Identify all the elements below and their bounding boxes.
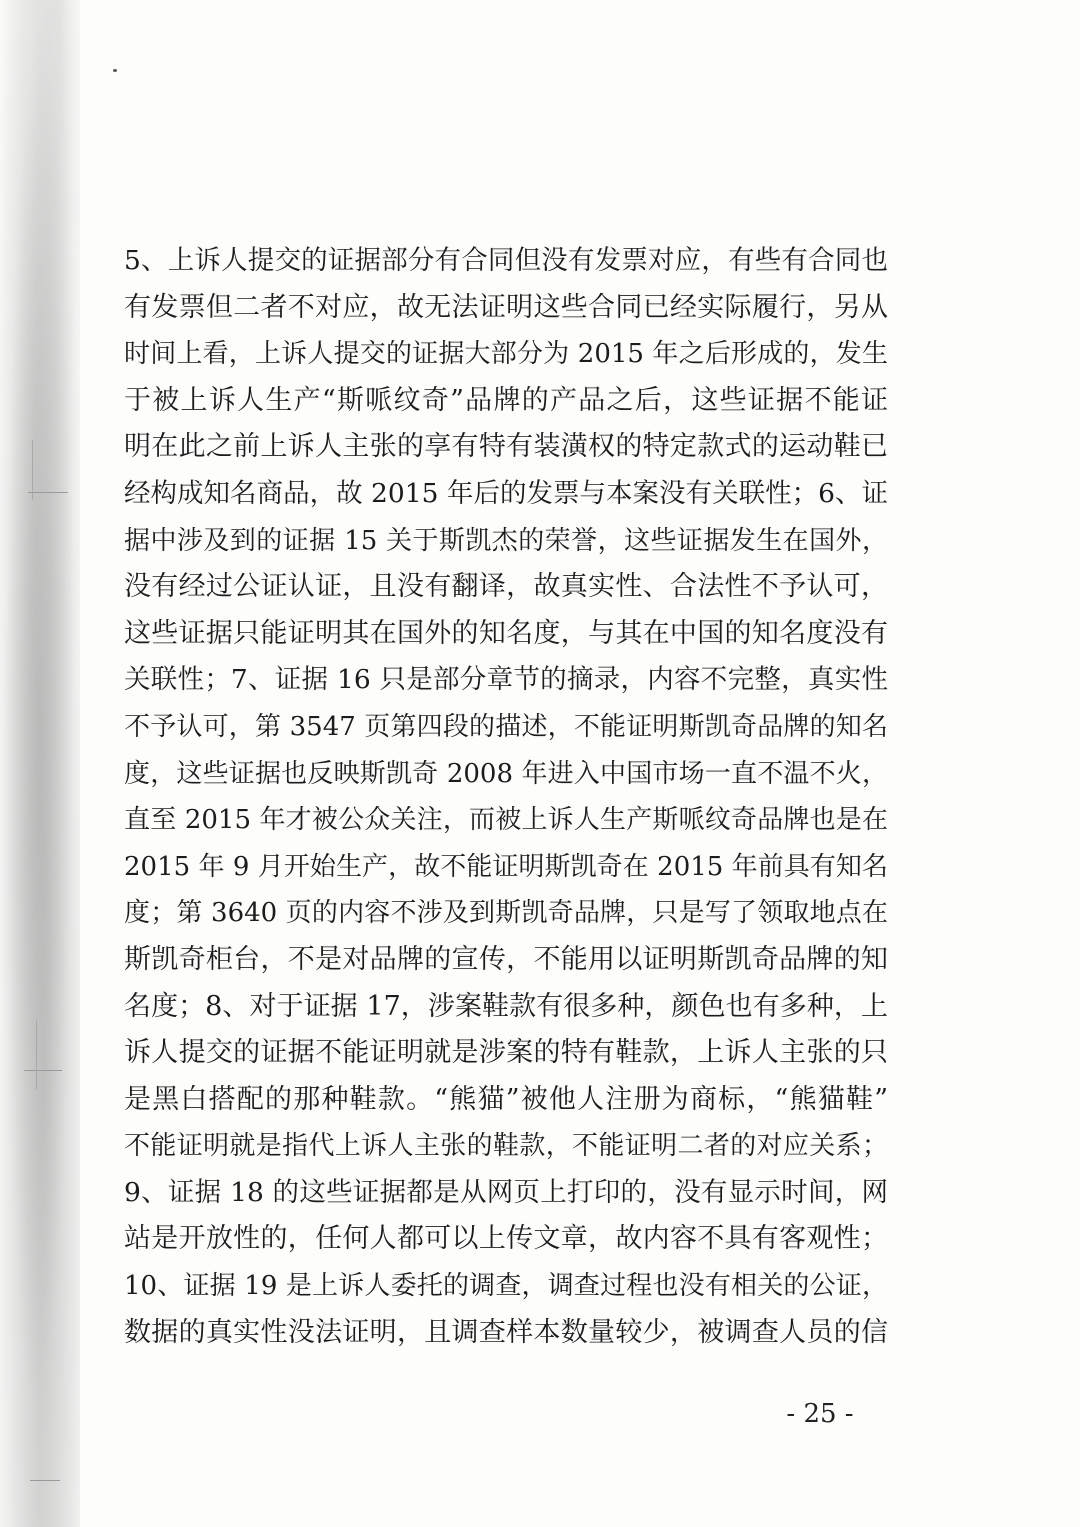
text-line: 9、证据 18 的这些证据都是从网页上打印的，没有显示时间，网 <box>124 1176 888 1208</box>
text-line: 10、证据 19 是上诉人委托的调查，调查过程也没有相关的公证， <box>124 1271 888 1302</box>
text-line: 经构成知名商品，故 2015 年后的发票与本案没有关联性；6、证 <box>124 477 888 509</box>
text-line: 5、上诉人提交的证据部分有合同但没有发票对应，有些有合同也 <box>124 245 888 276</box>
scan-artifact <box>30 1480 60 1481</box>
text-line: 没有经过公证认证，且没有翻译，故真实性、合法性不予认可， <box>124 571 888 603</box>
text-line: 时间上看，上诉人提交的证据大部分为 2015 年之后形成的，发生 <box>124 339 888 370</box>
text-line: 度；第 3640 页的内容不涉及到斯凯奇品牌，只是写了领取地点在 <box>124 898 888 929</box>
body-text <box>124 238 888 1356</box>
text-line: 是黑白搭配的那种鞋款。“熊猫”被他人注册为商标，“熊猫鞋” <box>124 1083 888 1115</box>
text-line: 不予认可，第 3547 页第四段的描述，不能证明斯凯奇品牌的知名 <box>124 711 888 742</box>
scan-shadow <box>0 0 80 1527</box>
scan-dot <box>113 69 117 72</box>
text-line: 斯凯奇柜台，不是对品牌的宣传，不能用以证明斯凯奇品牌的知 <box>124 943 888 975</box>
text-line: 数据的真实性没法证明，且调查样本数量较少，被调查人员的信 <box>124 1316 888 1348</box>
text-line: 直至 2015 年才被公众关注，而被上诉人生产斯哌纹奇品牌也是在 <box>124 805 888 836</box>
text-line: 据中涉及到的证据 15 关于斯凯杰的荣誉，这些证据发生在国外， <box>124 525 888 556</box>
scan-artifact <box>36 1020 37 1090</box>
text-line: 不能证明就是指代上诉人主张的鞋款，不能证明二者的对应关系； <box>124 1131 888 1162</box>
text-line: 诉人提交的证据不能证明就是涉案的特有鞋款，上诉人主张的只 <box>124 1037 888 1069</box>
text-line: 名度；8、对于证据 17，涉案鞋款有很多种，颜色也有多种，上 <box>124 990 888 1022</box>
text-line: 关联性；7、证据 16 只是部分章节的摘录，内容不完整，真实性 <box>124 664 888 696</box>
scan-artifact <box>24 1070 62 1071</box>
text-line: 2015 年 9 月开始生产，故不能证明斯凯奇在 2015 年前具有知名 <box>124 851 888 882</box>
page-number: - 25 - <box>786 1399 854 1429</box>
text-line: 于被上诉人生产“斯哌纹奇”品牌的产品之后，这些证据不能证 <box>124 384 888 416</box>
scan-artifact <box>32 440 33 500</box>
text-line: 有发票但二者不对应，故无法证明这些合同已经实际履行，另从 <box>124 291 888 323</box>
scan-artifact <box>28 492 68 493</box>
text-line: 度，这些证据也反映斯凯奇 2008 年进入中国市场一直不温不火， <box>124 758 888 789</box>
text-line: 这些证据只能证明其在国外的知名度，与其在中国的知名度没有 <box>124 617 888 649</box>
text-line: 明在此之前上诉人主张的享有特有装潢权的特定款式的运动鞋已 <box>124 431 888 463</box>
text-line: 站是开放性的，任何人都可以上传文章，故内容不具有客观性； <box>124 1223 888 1255</box>
